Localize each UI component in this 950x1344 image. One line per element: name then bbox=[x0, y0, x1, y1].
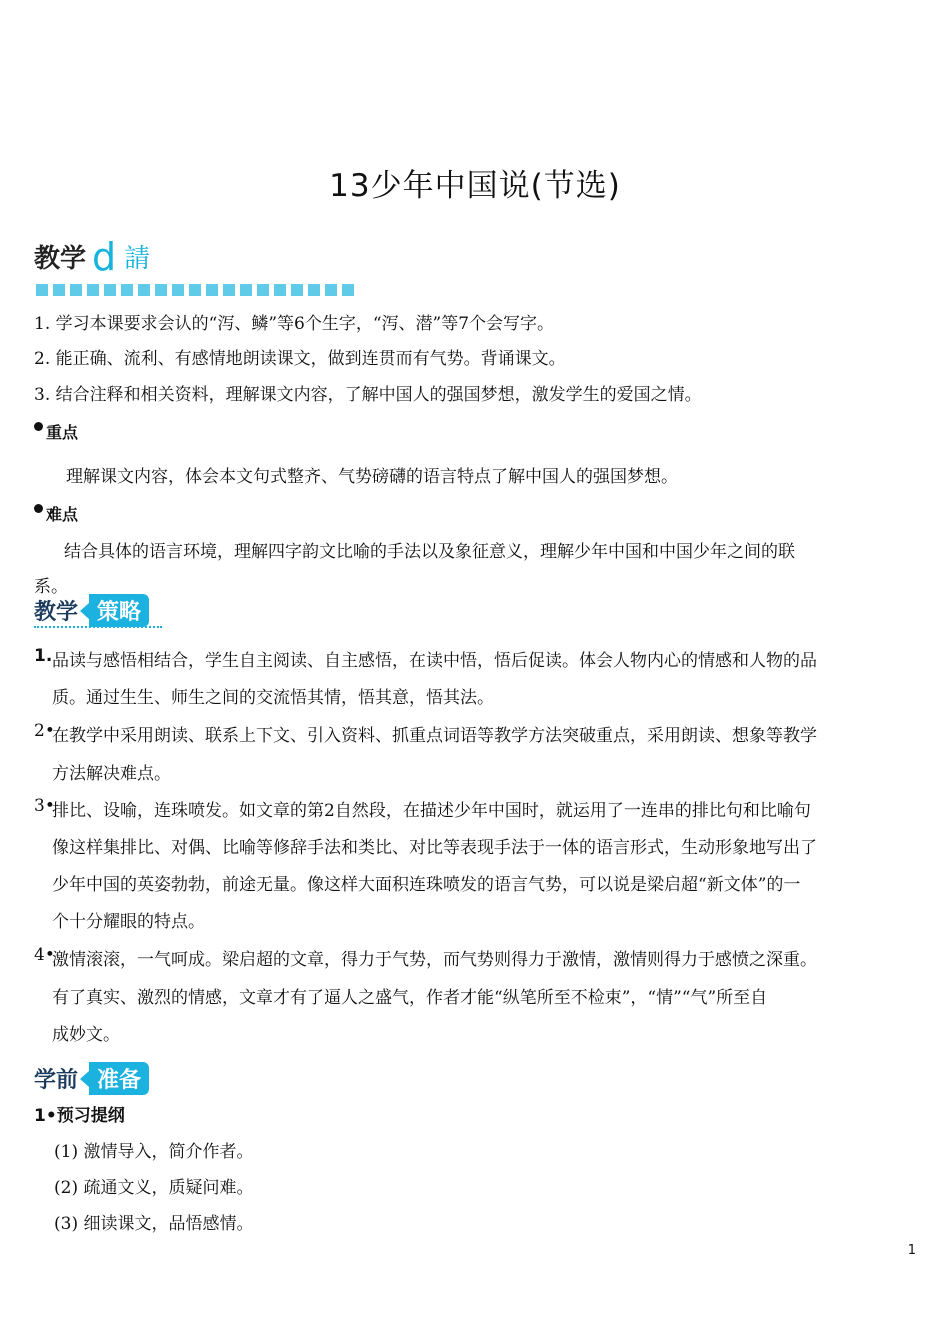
goal-1: 1. 学习本课要求会认的“泻、鳞”等6个生字，“泻、潜”等7个会写字。 bbox=[34, 314, 555, 334]
strategy-4-line3: 成妙文。 bbox=[52, 1025, 120, 1045]
section-heading-strategy bbox=[34, 594, 149, 627]
strategy-1-line2: 质。通过生生、师生之间的交流悟其情，悟其意，悟其法。 bbox=[52, 688, 494, 708]
page-title: 13少年中国说(节选) bbox=[329, 168, 621, 204]
goal-3: 3. 结合注释和相关资料，理解课文内容，了解中国人的强国梦想，激发学生的爱国之情。 bbox=[34, 385, 702, 405]
prep-item-1: (1) 激情导入，简介作者。 bbox=[54, 1142, 254, 1162]
section-heading-text: 教学 bbox=[34, 244, 87, 274]
prep-item-3: (3) 细读课文，品悟感情。 bbox=[54, 1214, 254, 1234]
bullet-dot-icon bbox=[34, 504, 43, 513]
strategy-1-number: 1. bbox=[34, 646, 53, 666]
prep-item-2: (2) 疏通文义，质疑问难。 bbox=[54, 1178, 254, 1198]
badge-heading-text: 学前 bbox=[34, 1068, 79, 1093]
key-point-heading bbox=[34, 420, 78, 443]
decorative-square-bar bbox=[36, 284, 354, 296]
strategy-3-line1: 排比、设喻，连珠喷发。如文章的第2自然段，在描述少年中国时，就运用了一连串的排比句和比喻句 bbox=[52, 801, 811, 821]
key-point-text: 理解课文内容，体会本文句式整齐、气势磅礴的语言特点了解中国人的强国梦想。 bbox=[66, 467, 678, 487]
badge-heading-text: 教学 bbox=[34, 600, 79, 625]
strategy-4-line1: 激情滚滚，一气呵成。梁启超的文章，得力于气势，而气势则得力于激情，激情则得力于感愤之深重。 bbox=[52, 950, 817, 970]
difficulty-text-line2: 系。 bbox=[34, 577, 68, 597]
strategy-3-line3: 少年中国的英姿勃勃，前途无量。像这样大面积连珠喷发的语言气势，可以说是梁启超“新文体”的一 bbox=[52, 875, 801, 895]
badge-label: 策略 bbox=[89, 594, 149, 627]
section-heading-goals bbox=[34, 235, 151, 279]
strategy-2-number: 2• bbox=[34, 721, 55, 741]
dotted-divider bbox=[34, 626, 162, 628]
difficulty-text-line1: 结合具体的语言环境，理解四字韵文比喻的手法以及象征意义，理解少年中国和中国少年之间的联 bbox=[64, 542, 795, 562]
section-heading-decor-letter: d bbox=[92, 235, 117, 279]
prep-heading: 1•预习提纲 bbox=[34, 1106, 125, 1126]
page-number: 1 bbox=[907, 1243, 916, 1258]
difficulty-label: 难点 bbox=[46, 505, 79, 524]
strategy-2-line1: 在教学中采用朗读、联系上下文、引入资料、抓重点词语等教学方法突破重点，采用朗读、想象等教学 bbox=[52, 726, 817, 746]
section-heading-prep bbox=[34, 1062, 149, 1095]
strategy-4-number: 4• bbox=[34, 945, 55, 965]
badge-arrow-icon bbox=[80, 1071, 89, 1087]
difficulty-heading bbox=[34, 502, 78, 525]
strategy-2-line2: 方法解决难点。 bbox=[52, 764, 171, 784]
key-point-label: 重点 bbox=[46, 423, 79, 442]
strategy-4-line2: 有了真实、激烈的情感，文章才有了逼人之盛气，作者才能“纵笔所至不检束”，“情”“气”所至自 bbox=[52, 988, 768, 1008]
strategy-3-line4: 个十分耀眼的特点。 bbox=[52, 912, 205, 932]
strategy-3-line2: 像这样集排比、对偶、比喻等修辞手法和类比、对比等表现手法于一体的语言形式，生动形象地写出了 bbox=[52, 838, 817, 858]
badge-label: 准备 bbox=[89, 1062, 149, 1095]
strategy-3-number: 3• bbox=[34, 796, 55, 816]
bullet-dot-icon bbox=[34, 422, 43, 431]
section-heading-decor-text: 請 bbox=[124, 244, 151, 274]
strategy-1-line1: 品读与感悟相结合，学生自主阅读、自主感悟，在读中悟，悟后促读。体会人物内心的情感和人物的品 bbox=[52, 651, 817, 671]
badge-arrow-icon bbox=[80, 603, 89, 619]
goal-2: 2. 能正确、流利、有感情地朗读课文，做到连贯而有气势。背诵课文。 bbox=[34, 349, 566, 369]
